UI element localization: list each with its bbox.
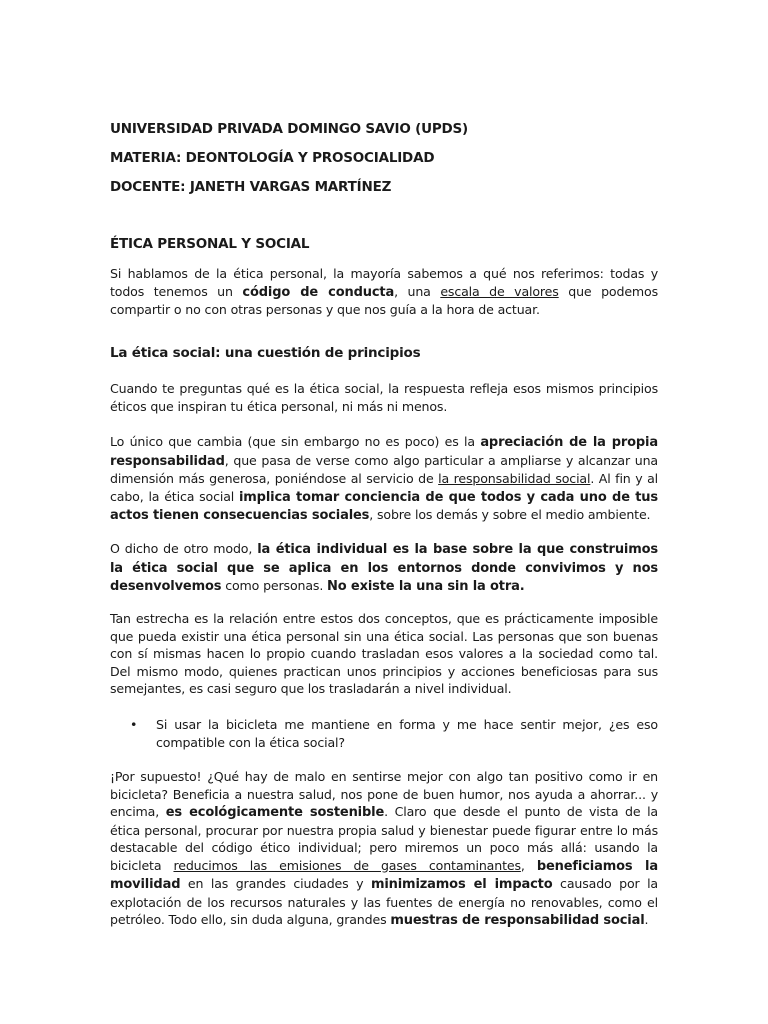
document-title: ÉTICA PERSONAL Y SOCIAL [110, 236, 310, 252]
bold-codigo-conducta: código de conducta [242, 284, 395, 300]
bullet-icon: • [130, 717, 138, 732]
paragraph-individual-ethics: O dicho de otro modo, la ética individual es la base sobre la que construimos la ética social que se aplica en los entornos donde convivimos y nos desenvolvemos como personas. No existe la una sin la otra. [110, 541, 658, 594]
list-item [130, 716, 658, 751]
paragraph-intro: Si hablamos de la ética personal, la mayoría sabemos a qué nos referimos: todas y todos tenemos un código de conducta, una escala de valores que podemos compartir o no con otras personas y que nos guía a la hora de actuar. [110, 266, 659, 317]
header-subject: MATERIA: DEONTOLOGÍA Y PROSOCIALIDAD [110, 150, 435, 166]
link-escala-valores[interactable]: escala de valores [440, 283, 559, 299]
link-responsabilidad-social[interactable]: la responsabilidad social [438, 471, 591, 486]
paragraph-responsibility: Lo único que cambia (que sin embargo no es poco) es la apreciación de la propia responsabilidad, que pasa de verse como algo particular a ampliarse y alcanzar una dimensión más generosa, poniéndose al servicio de la responsabilidad social. Al fin y al cabo, la ética social implica tomar conciencia de que todos y cada uno de tus actos tienen consecuencias sociales, sobre los demás y sobre el medio ambiente. [110, 434, 658, 523]
paragraph-social-ethics: Cuando te preguntas qué es la ética social, la respuesta refleja esos mismos principios éticos que inspiran tu ética personal, ni más ni menos. [110, 381, 658, 414]
paragraph-relationship: Tan estrecha es la relación entre estos dos conceptos, que es prácticamente imposible que pueda existir una ética personal sin una ética social. Las personas que son buenas con sí mismas hacen lo propio cuando trasladan esos valores a la sociedad como tal. Del mismo modo, quienes practican unos principios y acciones beneficiosas para sus semejantes, es casi seguro que los trasladarán a nivel individual. [110, 611, 658, 696]
header-university: UNIVERSIDAD PRIVADA DOMINGO SAVIO (UPDS) [110, 121, 469, 137]
bullet-text: Si usar la bicicleta me mantiene en forma y me hace sentir mejor, ¿es eso compatible con la ética social? [156, 717, 658, 750]
link-reducimos-emisiones[interactable]: reducimos las emisiones de gases contaminantes [173, 857, 521, 873]
paragraph-bicycle: ¡Por supuesto! ¿Qué hay de malo en sentirse mejor con algo tan positivo como ir en bicicleta? Beneficia a nuestra salud, nos pone de buen humor, nos ayuda a ahorrar... y encima, es ecológicamente sostenible. Claro que desde el punto de vista de la ética personal, procurar por nuestra propia salud y bienestar puede figurar entre lo más destacable del código ético individual; pero miremos un poco más allá: usando la bicicleta reducimos las emisiones de gases contaminantes, beneficiamos la movilidad en las grandes ciudades y minimizamos el impacto causado por la explotación de los recursos naturales y las fuentes de energía no renovables, como el petróleo. Todo ello, sin duda alguna, grandes muestras de responsabilidad social. [110, 769, 658, 928]
header-teacher: DOCENTE: JANETH VARGAS MARTÍNEZ [110, 179, 392, 195]
section-subtitle: La ética social: una cuestión de principios [110, 345, 421, 361]
